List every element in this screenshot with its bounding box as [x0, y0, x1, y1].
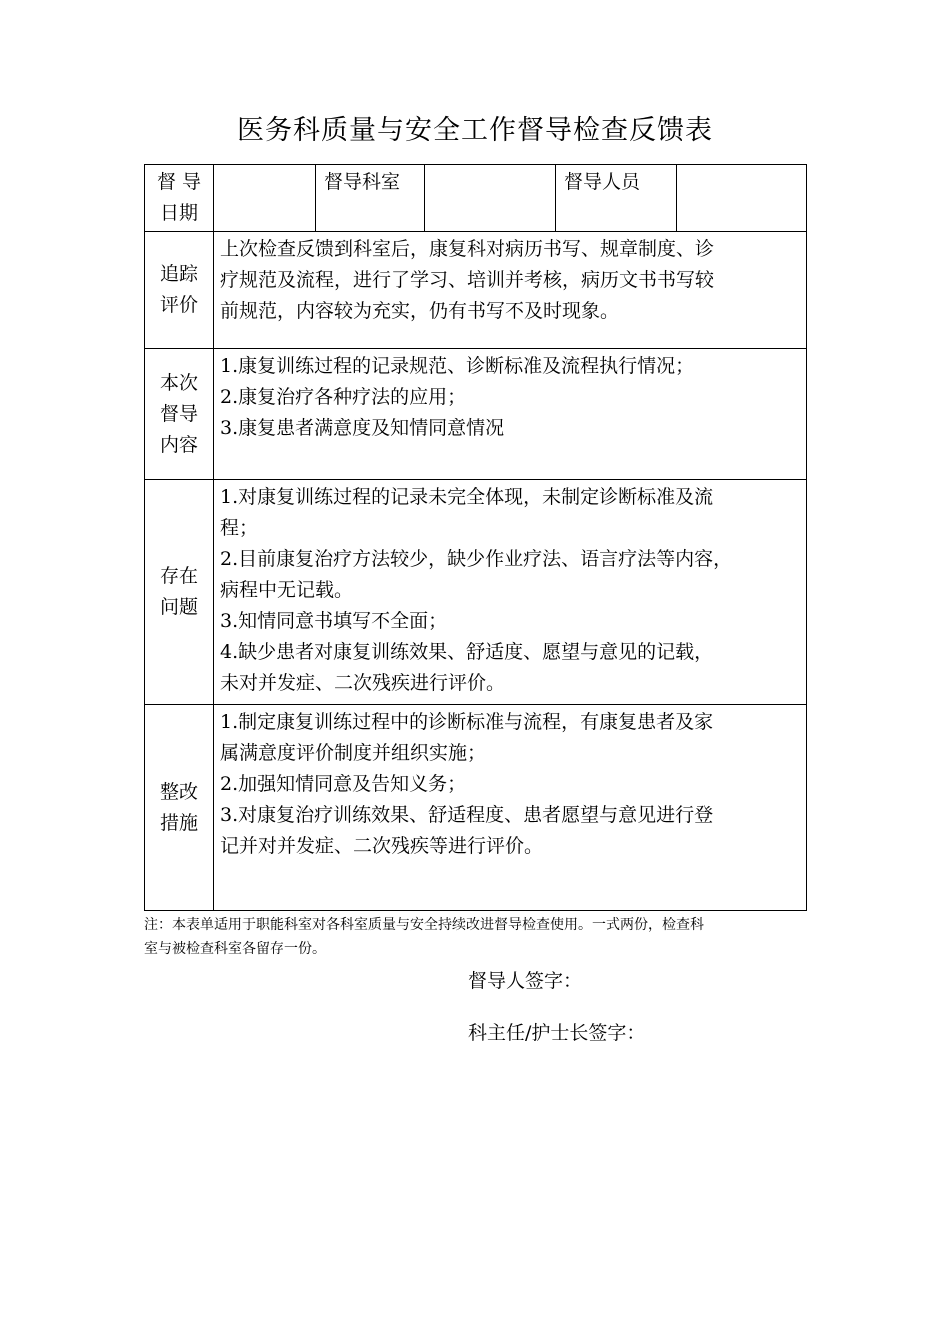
director-signature-label: 科主任/护士长签字： [468, 1022, 646, 1044]
staff-label: 督导人员 [556, 165, 677, 232]
page-title: 医务科质量与安全工作督导检查反馈表 [237, 115, 713, 146]
header-row [145, 165, 807, 232]
corrective-measures-content: 1.制定康复训练过程中的诊断标准与流程，有康复患者及家 属满意度评价制度并组织实施； 2.加强知情同意及告知义务； 3.对康复治疗训练效果、舒适程度、患者愿望与意见进行登 记并对并发症、二次残疾等进行评价。 [214, 705, 807, 911]
staff-value-cell[interactable] [677, 165, 807, 232]
feedback-form-table [144, 164, 807, 911]
existing-problems-label: 存在 问题 [145, 480, 214, 705]
date-label: 督 导 日期 [145, 165, 214, 232]
dept-value-cell[interactable] [425, 165, 556, 232]
supervisor-signature-label: 督导人签字： [468, 970, 583, 992]
usage-note: 注：本表单适用于职能科室对各科室质量与安全持续改进督导检查使用。一式两份，检查科 室与被检查科室各留存一份。 [144, 917, 704, 957]
inspection-content-label: 本次 督导 内容 [145, 349, 214, 480]
section-row-existing-problems [145, 480, 807, 705]
tracking-evaluation-label: 追踪 评价 [145, 232, 214, 349]
dept-label: 督导科室 [316, 165, 425, 232]
existing-problems-content: 1.对康复训练过程的记录未完全体现，未制定诊断标准及流 程； 2.目前康复治疗方法较少，缺少作业疗法、语言疗法等内容， 病程中无记载。 3.知情同意书填写不全面； 4.缺少患者对康复训练效果、舒适度、愿望与意见的记载， 未对并发症、二次残疾进行评价。 [214, 480, 807, 705]
section-row-corrective-measures [145, 705, 807, 911]
tracking-evaluation-content: 上次检查反馈到科室后，康复科对病历书写、规章制度、诊 疗规范及流程，进行了学习、培训并考核，病历文书书写较 前规范，内容较为充实，仍有书写不及时现象。 [214, 232, 807, 349]
date-value-cell[interactable] [214, 165, 316, 232]
corrective-measures-label: 整改 措施 [145, 705, 214, 911]
section-row-tracking-evaluation [145, 232, 807, 349]
section-row-inspection-content [145, 349, 807, 480]
inspection-content-content: 1.康复训练过程的记录规范、诊断标准及流程执行情况； 2.康复治疗各种疗法的应用； 3.康复患者满意度及知情同意情况 [214, 349, 807, 480]
